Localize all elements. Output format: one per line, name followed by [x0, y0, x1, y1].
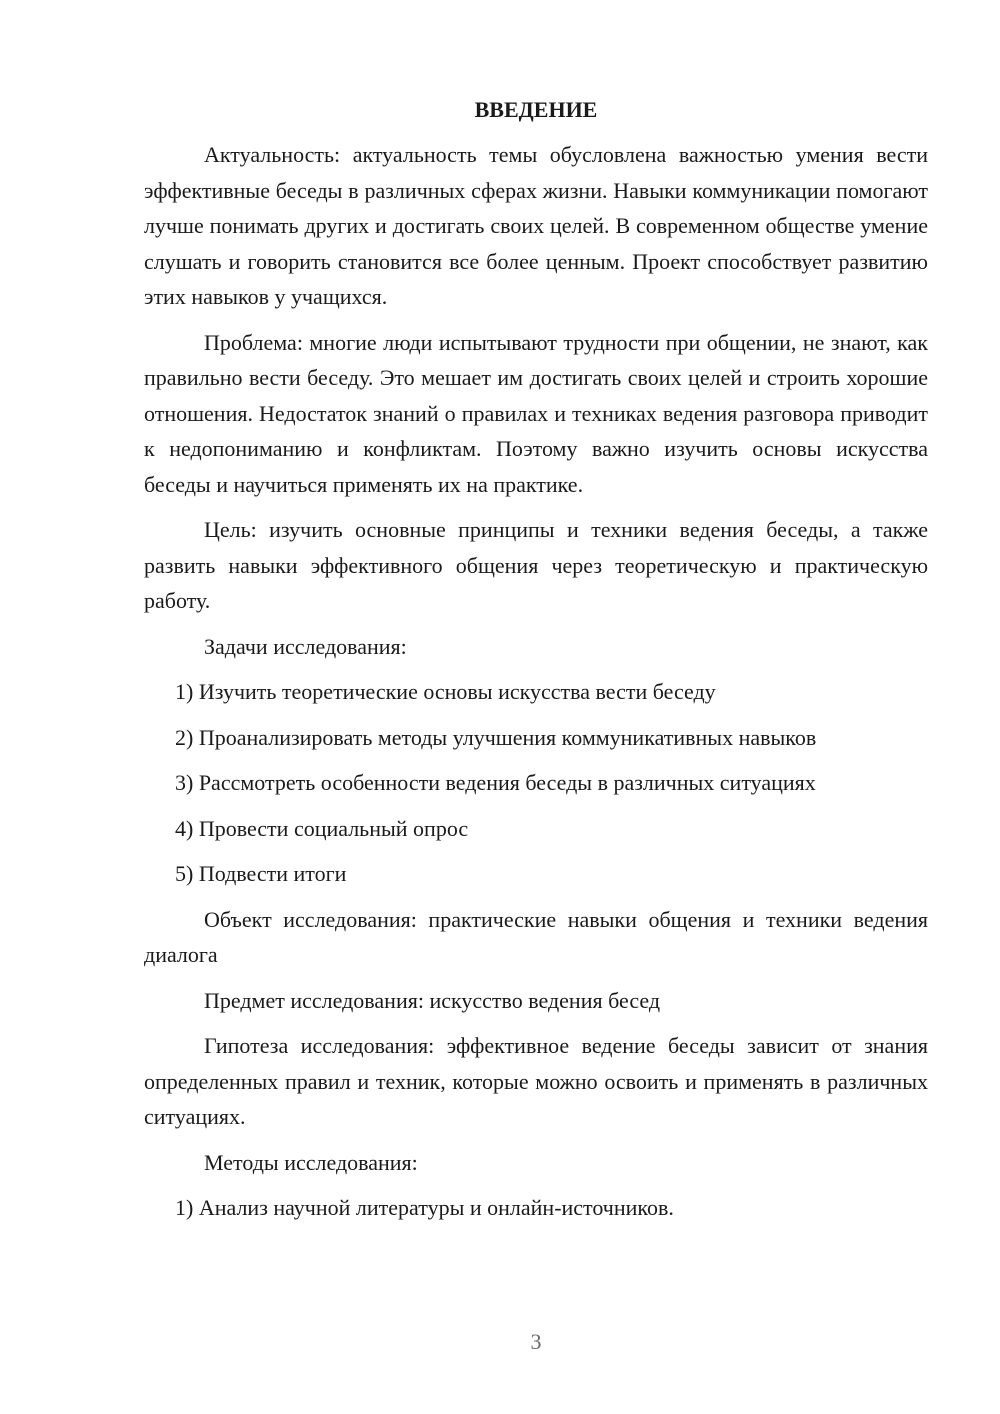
list-item: 1) Анализ научной литературы и онлайн-источников. — [175, 1195, 674, 1220]
tasks-list — [144, 674, 928, 892]
subject-paragraph: Предмет исследования: искусство ведения бесед — [204, 987, 661, 1013]
relevance-paragraph: Актуальность: актуальность темы обусловлена важностью умения вести эффективные беседы в различных сферах жизни. Навыки коммуникации помогают лучше понимать других и достигать своих целей. В современном обществе умение слушать и говорить становится все более ценным. Проект способствует развитию этих навыков у учащихся. — [144, 142, 928, 309]
section-heading: ВВЕДЕНИЕ — [474, 97, 598, 122]
list-item: 5) Подвести итоги — [175, 861, 347, 886]
object-paragraph: Объект исследования: практические навыки общения и техники ведения диалога — [144, 906, 928, 967]
page-number: 3 — [530, 1329, 542, 1354]
goal-paragraph: Цель: изучить основные принципы и техники ведения беседы, а также развить навыки эффективного общения через теоретическую и практическую работу. — [144, 517, 928, 613]
methods-list — [144, 1190, 928, 1226]
list-item: 1) Изучить теоретические основы искусства вести беседу — [175, 679, 716, 704]
list-item: 2) Проанализировать методы улучшения коммуникативных навыков — [175, 724, 817, 750]
hypothesis-paragraph: Гипотеза исследования: эффективное ведение беседы зависит от знания определенных правил и техник, которые можно освоить и применять в различных ситуациях. — [144, 1033, 928, 1129]
list-item: 3) Рассмотреть особенности ведения беседы в различных ситуациях — [175, 770, 816, 795]
document-page — [144, 92, 928, 1236]
problem-paragraph: Проблема: многие люди испытывают трудности при общении, не знают, как правильно вести беседу. Это мешает им достигать своих целей и строить хорошие отношения. Недостаток знаний о правилах и техниках ведения разговора приводит к недопониманию и конфликтам. Поэтому важно изучить основы искусства беседы и научиться применять их на практике. — [144, 329, 928, 497]
list-item: 4) Провести социальный опрос — [175, 815, 469, 841]
tasks-label: Задачи исследования: — [204, 633, 407, 659]
methods-label: Методы исследования: — [204, 1149, 418, 1175]
